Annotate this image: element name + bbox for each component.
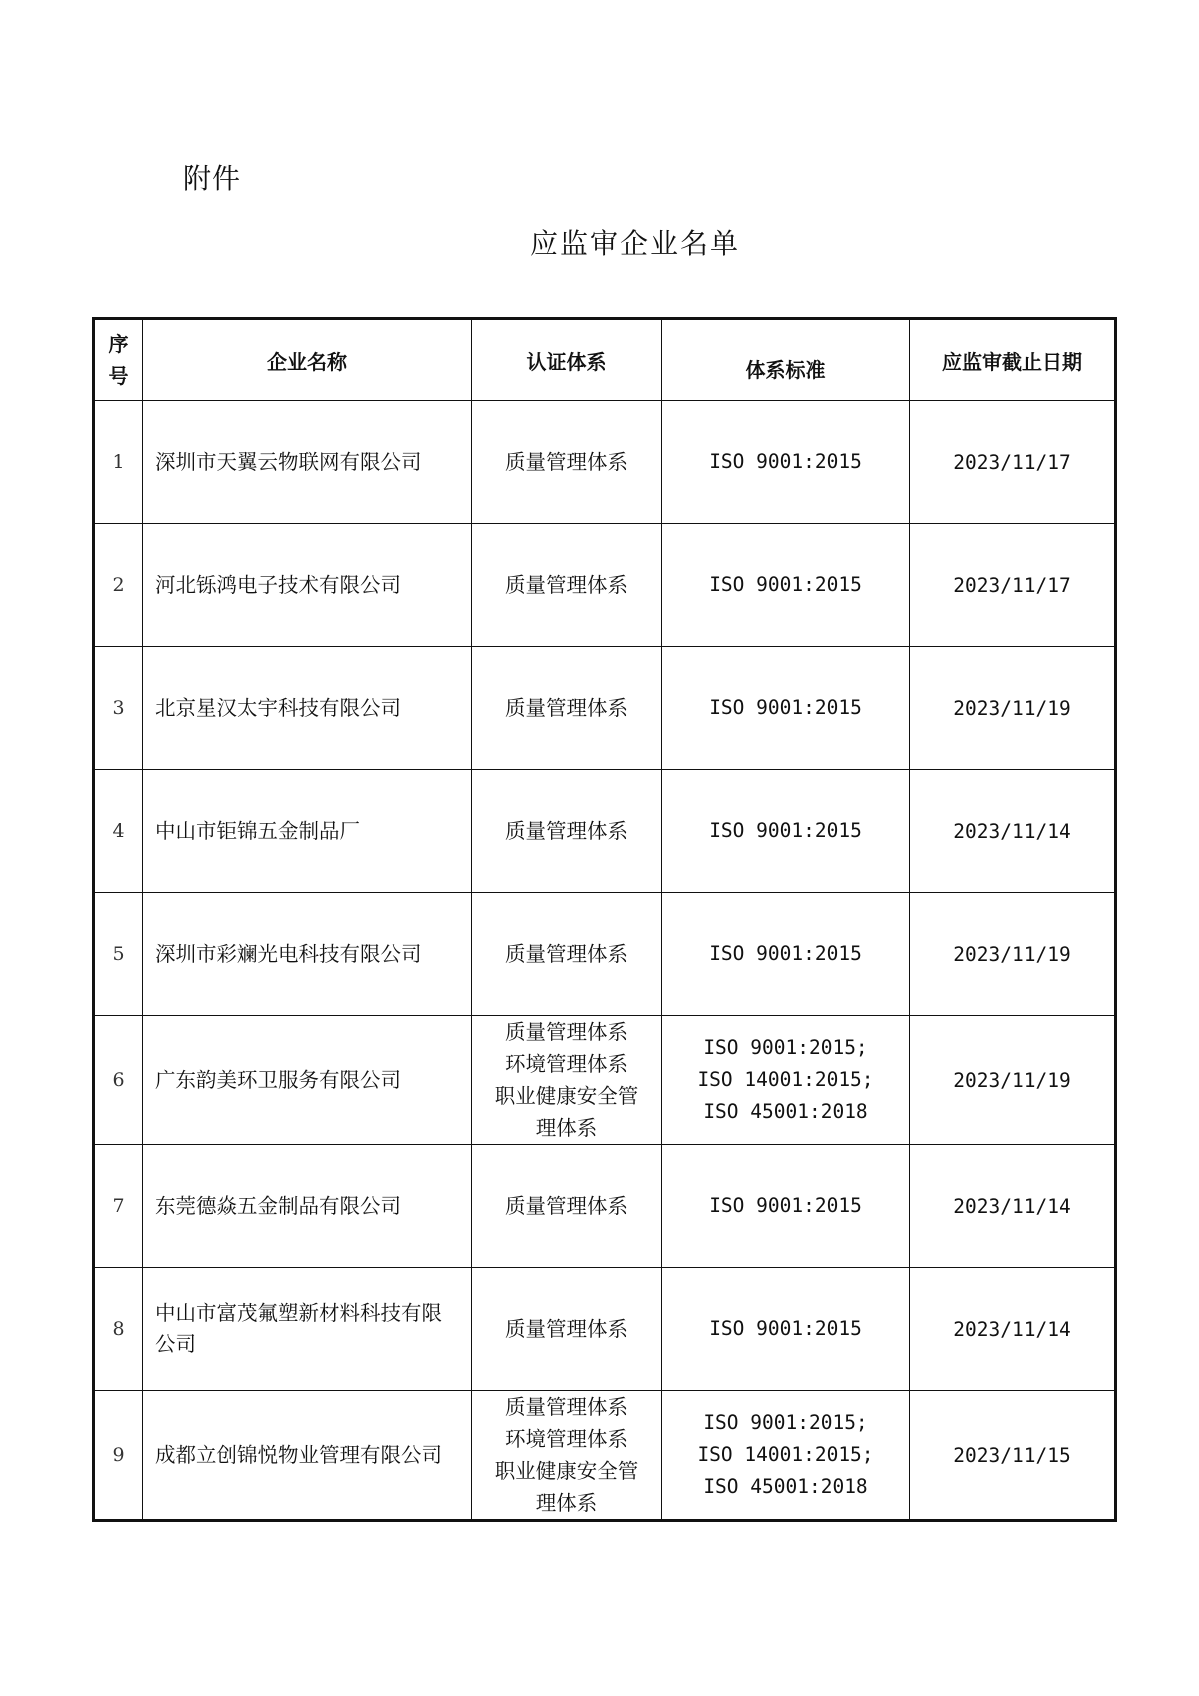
standard-line: ISO 9001:2015	[709, 1317, 862, 1340]
row-seq: 5	[94, 893, 143, 1016]
row-deadline: 2023/11/19	[910, 893, 1116, 1016]
row-company: 深圳市天翼云物联网有限公司	[143, 401, 472, 524]
row-standard	[662, 1391, 910, 1521]
table-row	[94, 770, 1116, 893]
header-standard-label: 体系标准	[745, 357, 826, 382]
row-seq: 2	[94, 524, 143, 647]
system-line: 理体系	[535, 1491, 598, 1515]
row-seq: 6	[94, 1016, 143, 1145]
row-standard	[662, 1268, 910, 1391]
row-standard	[662, 1016, 910, 1145]
row-company: 中山市钜锦五金制品厂	[143, 770, 472, 893]
row-deadline: 2023/11/17	[910, 401, 1116, 524]
row-seq: 9	[94, 1391, 143, 1521]
enterprise-table	[92, 317, 1117, 1522]
system-line: 质量管理体系	[505, 696, 628, 720]
standard-line: ISO 9001:2015	[709, 942, 862, 965]
table-header-row	[94, 319, 1116, 401]
system-line: 环境管理体系	[505, 1427, 628, 1451]
row-deadline: 2023/11/14	[910, 770, 1116, 893]
standard-line: ISO 9001:2015	[709, 696, 862, 719]
row-company: 东莞德焱五金制品有限公司	[143, 1145, 472, 1268]
standard-line: ISO 9001:2015	[709, 450, 862, 473]
row-company: 河北铄鸿电子技术有限公司	[143, 524, 472, 647]
row-seq: 1	[94, 401, 143, 524]
header-company: 企业名称	[143, 319, 472, 401]
row-standard	[662, 1145, 910, 1268]
system-line: 质量管理体系	[505, 573, 628, 597]
table-row	[94, 647, 1116, 770]
row-standard	[662, 647, 910, 770]
table-row	[94, 1268, 1116, 1391]
row-deadline: 2023/11/14	[910, 1268, 1116, 1391]
row-standard	[662, 524, 910, 647]
row-deadline: 2023/11/19	[910, 1016, 1116, 1145]
system-line: 职业健康安全管	[494, 1459, 639, 1483]
table-row	[94, 1016, 1116, 1145]
system-line: 质量管理体系	[505, 819, 628, 843]
row-system	[472, 524, 662, 647]
row-standard	[662, 401, 910, 524]
header-seq	[94, 319, 143, 401]
header-seq-line2: 号	[108, 364, 129, 388]
system-line: 质量管理体系	[505, 942, 628, 966]
table-row	[94, 1145, 1116, 1268]
row-company: 深圳市彩斓光电科技有限公司	[143, 893, 472, 1016]
row-seq: 4	[94, 770, 143, 893]
row-deadline: 2023/11/17	[910, 524, 1116, 647]
row-deadline: 2023/11/15	[910, 1391, 1116, 1521]
row-deadline: 2023/11/14	[910, 1145, 1116, 1268]
system-line: 质量管理体系	[505, 1395, 628, 1419]
system-line: 理体系	[535, 1116, 598, 1140]
system-line: 职业健康安全管	[494, 1084, 639, 1108]
row-system	[472, 770, 662, 893]
row-system	[472, 1268, 662, 1391]
row-system	[472, 1016, 662, 1145]
table-row	[94, 1391, 1116, 1521]
row-seq: 7	[94, 1145, 143, 1268]
table-row	[94, 524, 1116, 647]
row-system	[472, 1145, 662, 1268]
system-line: 环境管理体系	[505, 1052, 628, 1076]
standard-line: ISO 9001:2015;	[703, 1411, 868, 1434]
row-system	[472, 647, 662, 770]
row-deadline: 2023/11/19	[910, 647, 1116, 770]
system-line: 质量管理体系	[505, 1194, 628, 1218]
header-seq-line1: 序	[108, 332, 129, 356]
row-seq: 3	[94, 647, 143, 770]
row-seq: 8	[94, 1268, 143, 1391]
row-system	[472, 1391, 662, 1521]
system-line: 质量管理体系	[505, 450, 628, 474]
standard-line: ISO 9001:2015	[709, 1194, 862, 1217]
standard-line: ISO 14001:2015;	[697, 1443, 874, 1466]
row-company: 北京星汉太宇科技有限公司	[143, 647, 472, 770]
system-line: 质量管理体系	[505, 1020, 628, 1044]
row-company: 成都立创锦悦物业管理有限公司	[143, 1391, 472, 1521]
page-title: 应监审企业名单	[529, 227, 740, 260]
row-company: 中山市富茂氟塑新材料科技有限公司	[143, 1268, 472, 1391]
standard-line: ISO 9001:2015	[709, 573, 862, 596]
row-system	[472, 401, 662, 524]
standard-line: ISO 9001:2015;	[703, 1036, 868, 1059]
row-company: 广东韵美环卫服务有限公司	[143, 1016, 472, 1145]
system-line: 质量管理体系	[505, 1317, 628, 1341]
header-system: 认证体系	[472, 319, 662, 401]
standard-line: ISO 45001:2018	[703, 1475, 868, 1498]
row-standard	[662, 770, 910, 893]
standard-line: ISO 45001:2018	[703, 1100, 868, 1123]
attachment-label: 附件	[183, 162, 242, 195]
table-row	[94, 401, 1116, 524]
header-standard	[662, 319, 910, 401]
standard-line: ISO 9001:2015	[709, 819, 862, 842]
standard-line: ISO 14001:2015;	[697, 1068, 874, 1091]
header-deadline: 应监审截止日期	[910, 319, 1116, 401]
row-standard	[662, 893, 910, 1016]
table-row	[94, 893, 1116, 1016]
row-system	[472, 893, 662, 1016]
